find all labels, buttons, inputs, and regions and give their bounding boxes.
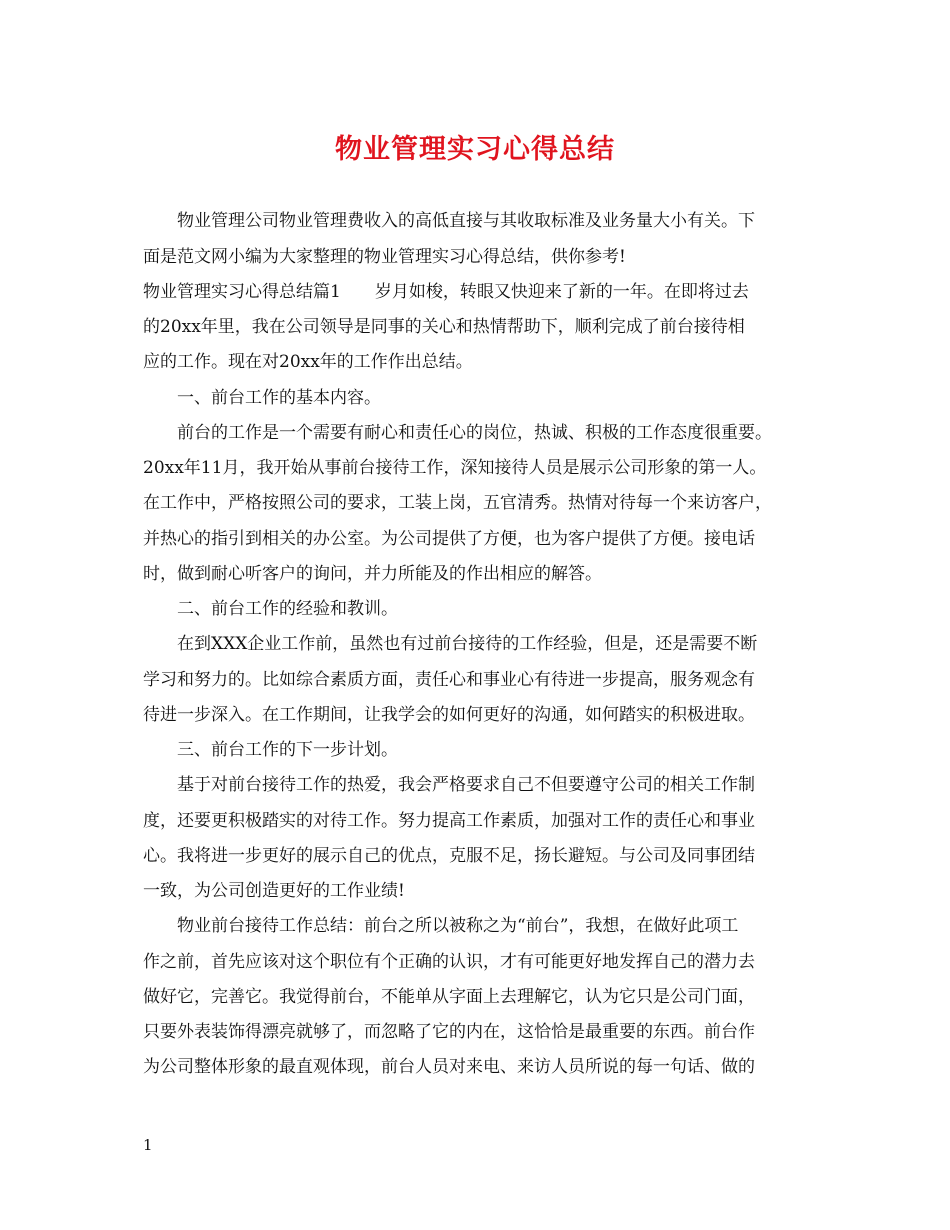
body-line: 的20xx年里，我在公司领导是同事的关心和热情帮助下，顺利完成了前台接待相 [143, 317, 745, 337]
body-line: 二、前台工作的经验和教训。 [143, 599, 398, 619]
body-line: 应的工作。现在对20xx年的工作作出总结。 [143, 352, 473, 372]
body-line: 只要外表装饰得漂亮就够了，而忽略了它的内在，这恰恰是最重要的东西。前台作 [143, 1022, 755, 1042]
body-line: 在到XXX企业工作前，虽然也有过前台接待的工作经验，但是，还是需要不断 [143, 634, 758, 654]
body-line: 心。我将进一步更好的展示自己的优点，克服不足，扬长避短。与公司及同事团结 [143, 846, 755, 866]
body-line: 在工作中，严格按照公司的要求，工装上岗，五官清秀。热情对待每一个来访客户， [143, 493, 772, 513]
body-line: 学习和努力的。比如综合素质方面，责任心和事业心有待进一步提高，服务观念有 [143, 670, 755, 690]
body-line: 待进一步深入。在工作期间，让我学会的如何更好的沟通，如何踏实的积极进取。 [143, 705, 755, 725]
body-line: 20xx年11月，我开始从事前台接待工作，深知接待人员是展示公司形象的第一人。 [143, 458, 767, 478]
body-line: 度，还要更积极踏实的对待工作。努力提高工作素质，加强对工作的责任心和事业 [143, 811, 755, 831]
body-line: 面是范文网小编为大家整理的物业管理实习心得总结，供你参考! [143, 247, 626, 267]
body-line: 基于对前台接待工作的热爱，我会严格要求自己不但要遵守公司的相关工作制 [143, 775, 755, 795]
body-line: 为公司整体形象的最直观体现，前台人员对来电、来访人员所说的每一句话、做的 [143, 1057, 755, 1077]
page-number: 1 [143, 1136, 153, 1154]
body-line: 做好它，完善它。我觉得前台，不能单从字面上去理解它，认为它只是公司门面， [143, 987, 755, 1007]
body-line: 三、前台工作的下一步计划。 [143, 740, 398, 760]
body-line: 时，做到耐心听客户的询问，并力所能及的作出相应的解答。 [143, 564, 602, 584]
body-line: 前台的工作是一个需要有耐心和责任心的岗位，热诚、积极的工作态度很重要。 [143, 423, 772, 443]
document-title: 物业管理实习心得总结 [335, 134, 615, 165]
body-line: 一致，为公司创造更好的工作业绩! [143, 881, 405, 901]
body-line: 作之前，首先应该对这个职位有个正确的认识，才有可能更好地发挥自己的潜力去 [143, 952, 755, 972]
body-line: 物业管理公司物业管理费收入的高低直接与其收取标准及业务量大小有关。下 [143, 211, 755, 231]
body-line: 并热心的指引到相关的办公室。为公司提供了方便，也为客户提供了方便。接电话 [143, 529, 755, 549]
body-line: 物业管理实习心得总结篇1 岁月如梭，转眼又快迎来了新的一年。在即将过去 [143, 282, 749, 302]
body-line: 物业前台接待工作总结：前台之所以被称之为“前台”，我想，在做好此项工 [143, 916, 739, 936]
body-line: 一、前台工作的基本内容。 [143, 388, 381, 408]
